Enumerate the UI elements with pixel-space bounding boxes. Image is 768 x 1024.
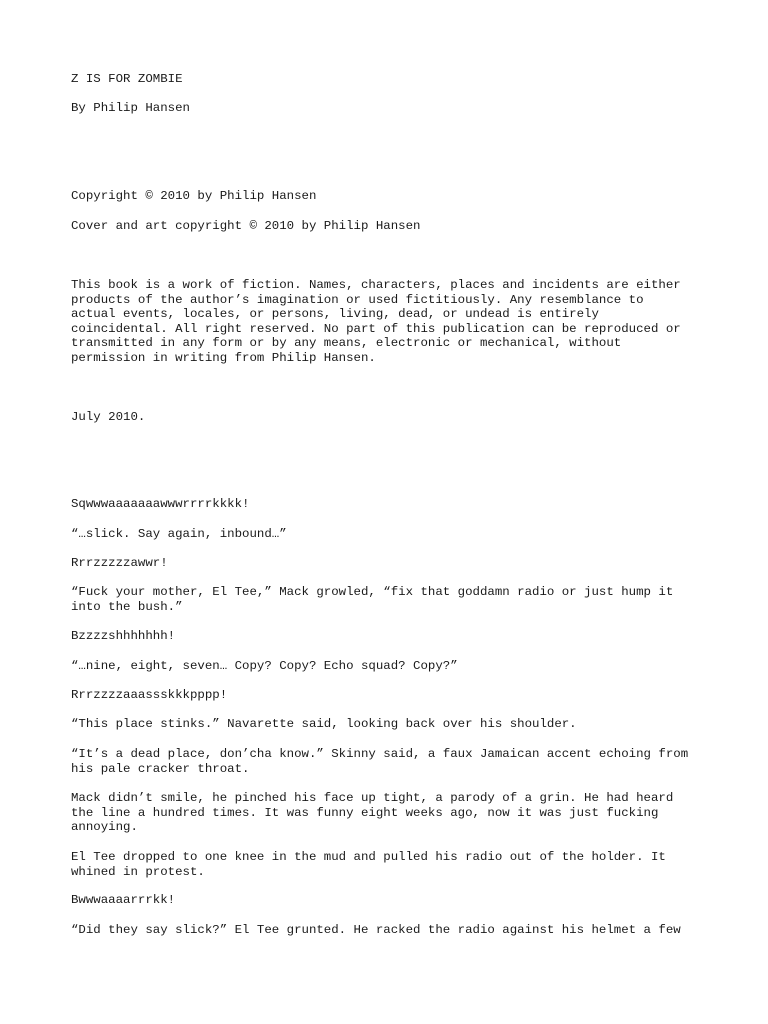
story-paragraph: “Fuck your mother, El Tee,” Mack growled, “fix that goddamn radio or just hump it into the bush.”	[71, 585, 674, 614]
story-paragraph: “…slick. Say again, inbound…”	[71, 527, 287, 541]
story-paragraph: Bwwwaaaarrrkk!	[71, 893, 176, 907]
disclaimer-paragraph: This book is a work of fiction. Names, characters, places and incidents are either products of the author’s imagination or used fictitiously. Any resemblance to actual events, locales, or persons, living, dead, or undead is entirely coincidental. All right reserved. No part of this publication can be reproduced or transmitted in any form or by any means, electronic or mechanical, without permission in writing from Philip Hansen.	[71, 278, 681, 365]
document-page	[71, 0, 711, 1024]
book-title: Z IS FOR ZOMBIE	[71, 72, 183, 86]
author-line: By Philip Hansen	[71, 101, 190, 115]
story-paragraph: Sqwwwaaaaaaawwwrrrrkkkk!	[71, 497, 250, 511]
story-paragraph: “This place stinks.” Navarette said, looking back over his shoulder.	[71, 717, 577, 731]
copyright-line: Copyright © 2010 by Philip Hansen	[71, 189, 317, 203]
story-paragraph: “…nine, eight, seven… Copy? Copy? Echo squad? Copy?”	[71, 659, 458, 673]
story-paragraph: Rrrzzzzaaassskkkpppp!	[71, 688, 228, 702]
publication-date: July 2010.	[71, 410, 146, 424]
story-paragraph: “Did they say slick?” El Tee grunted. He racked the radio against his helmet a few	[71, 923, 681, 937]
story-paragraph: Bzzzzshhhhhhh!	[71, 629, 176, 643]
cover-copyright-line: Cover and art copyright © 2010 by Philip Hansen	[71, 219, 421, 233]
story-paragraph: Rrrzzzzzawwr!	[71, 556, 168, 570]
story-paragraph: Mack didn’t smile, he pinched his face up tight, a parody of a grin. He had heard the line a hundred times. It was funny eight weeks ago, now it was just fucking annoying.	[71, 791, 674, 835]
story-paragraph: “It’s a dead place, don’cha know.” Skinny said, a faux Jamaican accent echoing from his pale cracker throat.	[71, 747, 689, 776]
story-paragraph: El Tee dropped to one knee in the mud and pulled his radio out of the holder. It whined in protest.	[71, 850, 666, 879]
